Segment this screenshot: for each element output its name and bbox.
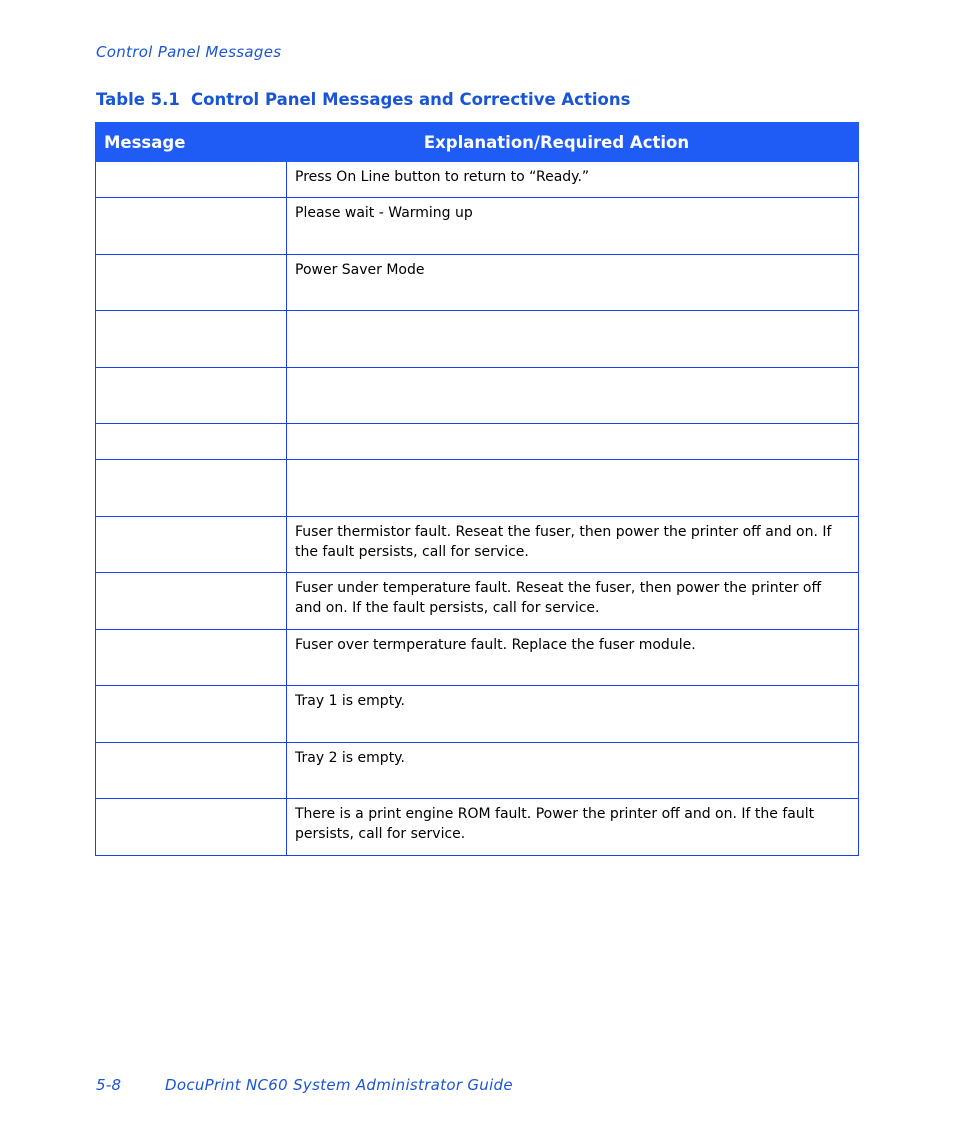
explanation-cell: Fuser under temperature fault. Reseat the fuser, then power the printer off and on. If the fault persists, call for service. [287, 573, 859, 630]
table-row [96, 742, 859, 799]
table-row [96, 629, 859, 686]
table-caption [96, 90, 630, 109]
table-row [96, 367, 859, 424]
table-row [96, 460, 859, 517]
column-header-message: Message [96, 123, 287, 162]
explanation-cell: Tray 2 is empty. [287, 742, 859, 799]
explanation-cell: Tray 1 is empty. [287, 686, 859, 743]
explanation-cell: Fuser over termperature fault. Replace the fuser module. [287, 629, 859, 686]
message-cell [96, 198, 287, 255]
message-cell [96, 162, 287, 198]
message-cell [96, 629, 287, 686]
explanation-cell [287, 367, 859, 424]
table-number: Table 5.1 [96, 90, 180, 109]
message-cell [96, 311, 287, 368]
explanation-cell: Fuser thermistor fault. Reseat the fuser, then power the printer off and on. If the fault persists, call for service. [287, 516, 859, 573]
table-row [96, 311, 859, 368]
table-row [96, 254, 859, 311]
running-footer [96, 1076, 513, 1094]
explanation-cell: Please wait - Warming up [287, 198, 859, 255]
table-row [96, 162, 859, 198]
message-cell [96, 424, 287, 460]
explanation-cell: Power Saver Mode [287, 254, 859, 311]
explanation-cell: Press On Line button to return to “Ready.” [287, 162, 859, 198]
table-row [96, 198, 859, 255]
explanation-cell [287, 460, 859, 517]
message-cell [96, 686, 287, 743]
table-row [96, 686, 859, 743]
message-cell [96, 254, 287, 311]
message-cell [96, 573, 287, 630]
message-cell [96, 742, 287, 799]
table-row [96, 799, 859, 856]
explanation-cell [287, 311, 859, 368]
table-title: Control Panel Messages and Corrective Actions [191, 90, 631, 109]
message-cell [96, 516, 287, 573]
running-header: Control Panel Messages [96, 43, 282, 61]
message-cell [96, 799, 287, 856]
page-number: 5-8 [96, 1076, 122, 1094]
table-row [96, 573, 859, 630]
table-header-row [96, 123, 859, 162]
column-header-explanation: Explanation/Required Action [287, 123, 859, 162]
explanation-cell [287, 424, 859, 460]
messages-table [95, 122, 859, 856]
explanation-cell: There is a print engine ROM fault. Power the printer off and on. If the fault persists, call for service. [287, 799, 859, 856]
message-cell [96, 367, 287, 424]
guide-title: DocuPrint NC60 System Administrator Guide [165, 1076, 513, 1094]
message-cell [96, 460, 287, 517]
table-row [96, 516, 859, 573]
table-row [96, 424, 859, 460]
